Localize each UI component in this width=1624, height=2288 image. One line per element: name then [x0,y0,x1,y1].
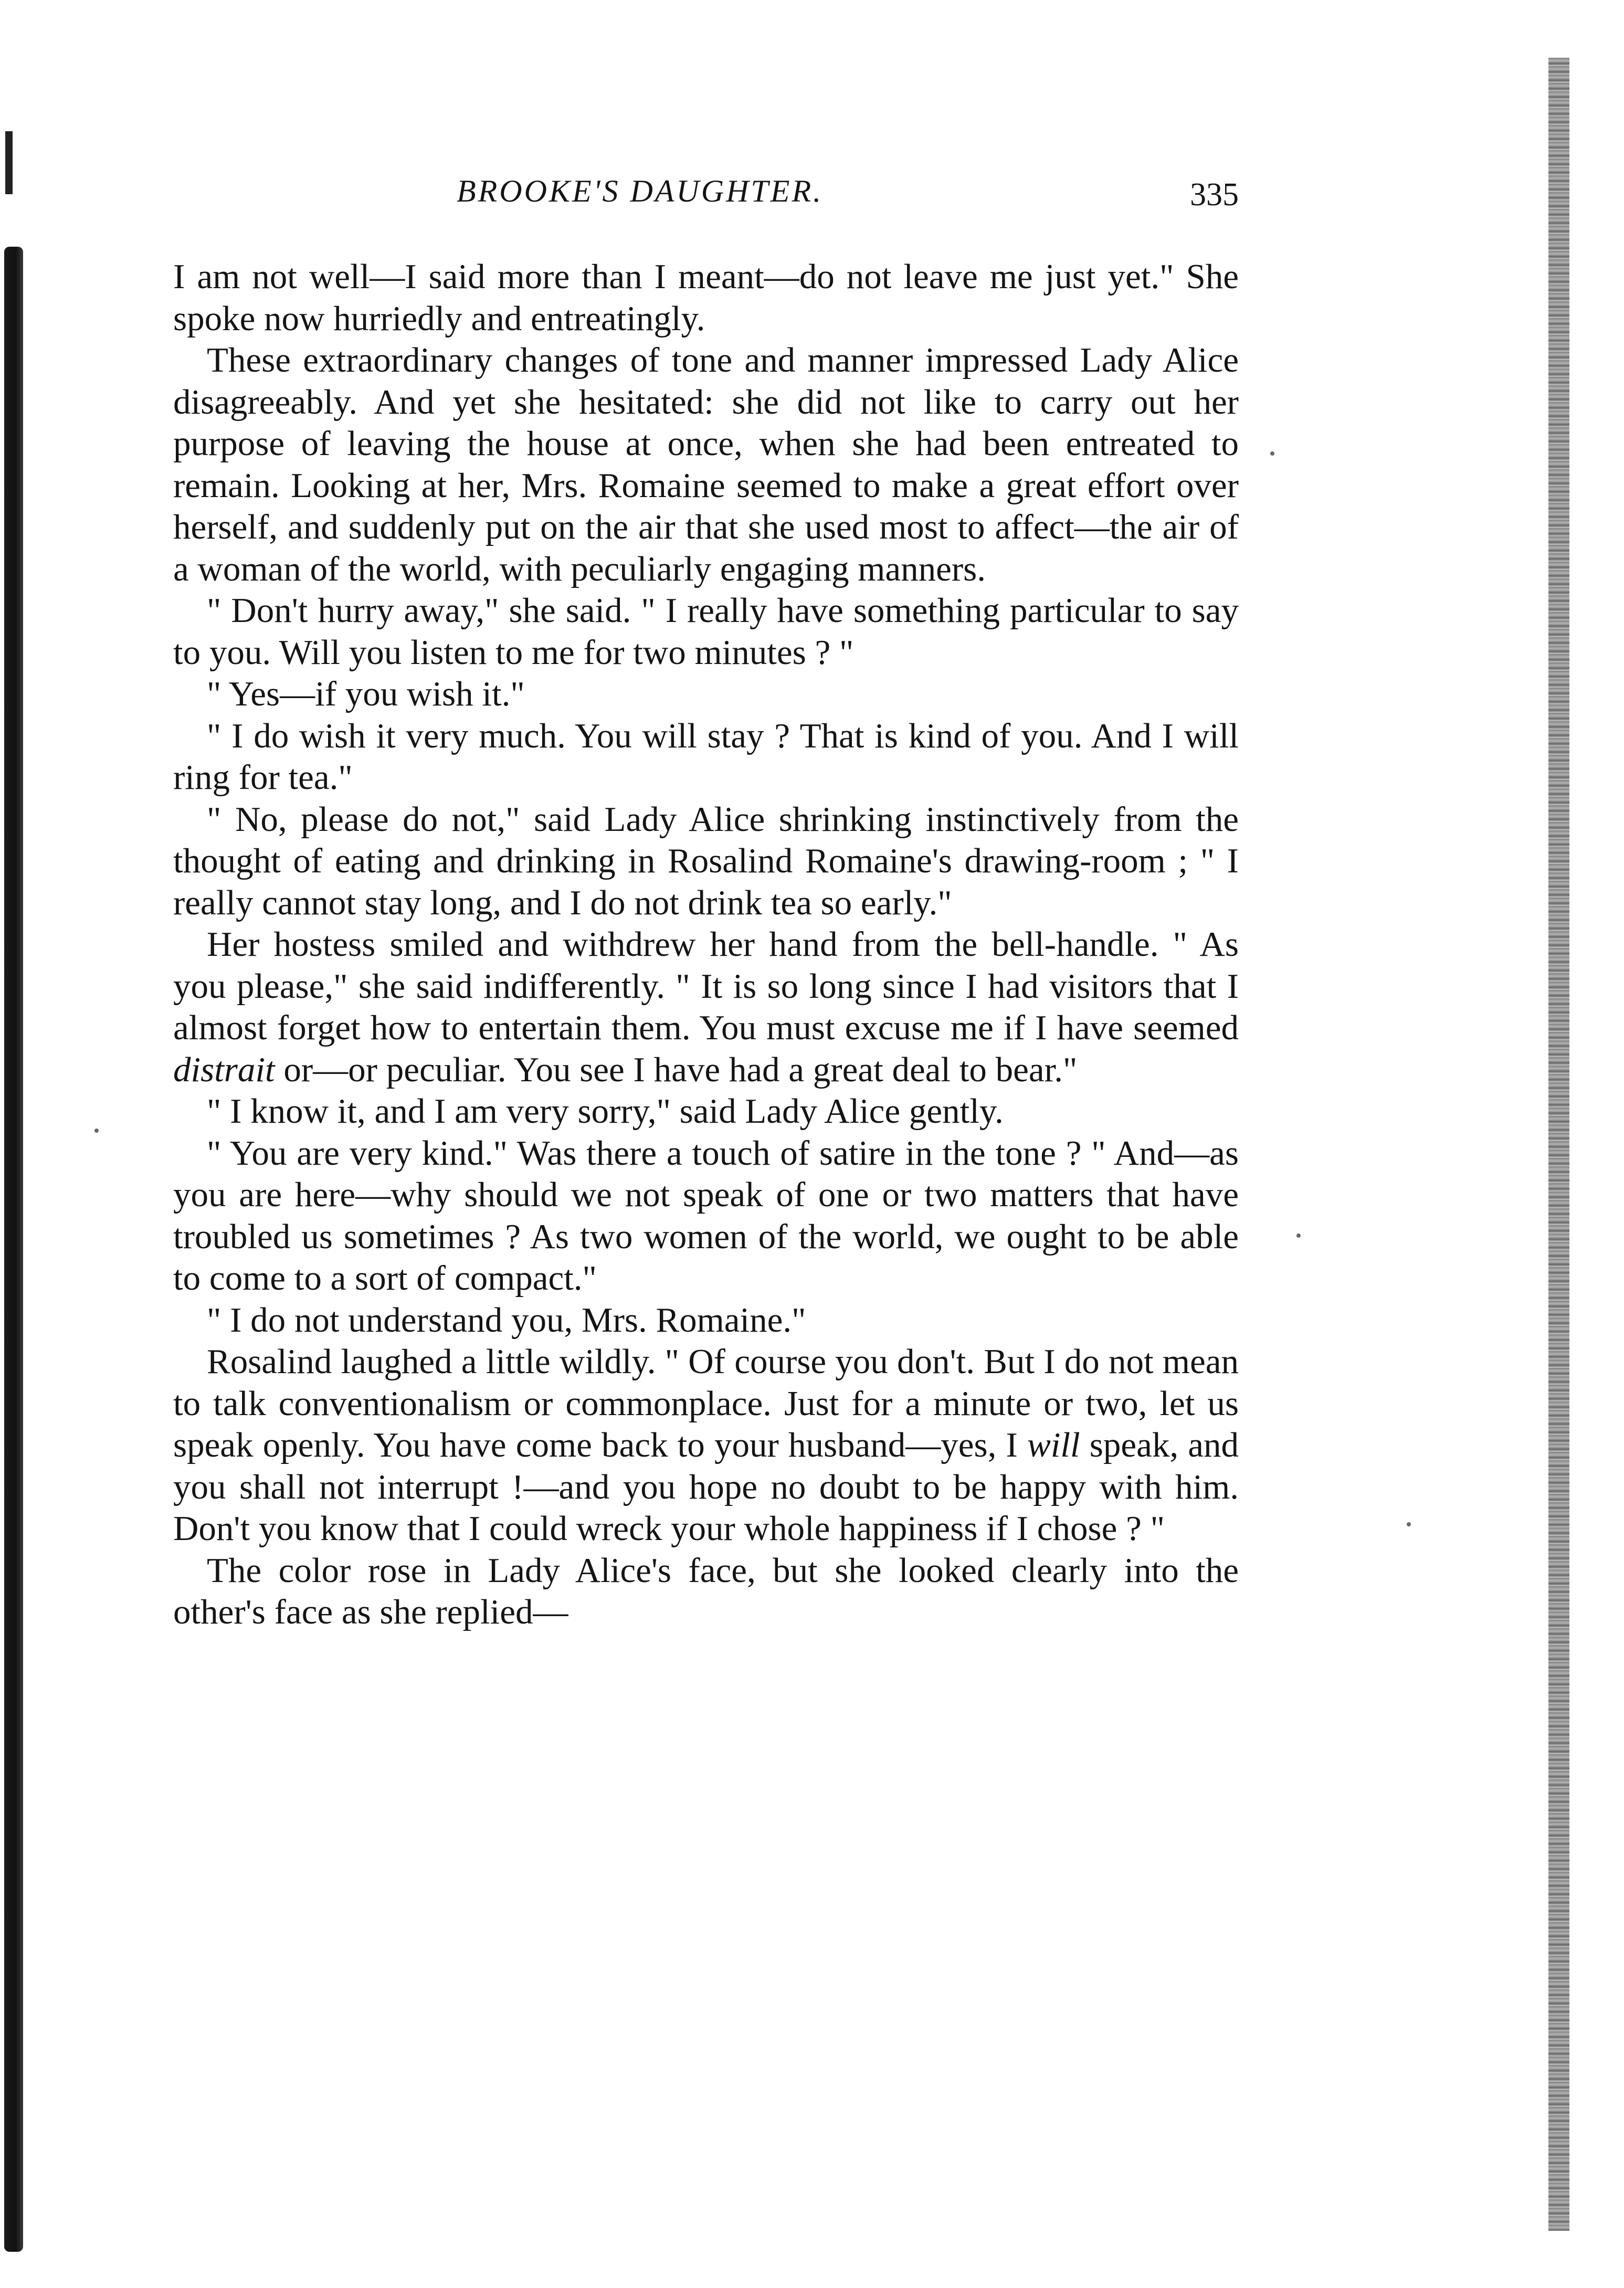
paragraph: " You are very kind." Was there a touch of satire in the tone ? " And—as you are here—why should we not speak of one or two matters that have troubled us sometimes ? As two women of the world, we ought to be able to come to a sort of compact." [173,1133,1239,1298]
paragraph: " I do not understand you, Mrs. Romaine." [207,1300,806,1340]
binding-shadow-left [4,247,23,2252]
paragraph-part: Her hostess smiled and withdrew her hand from the bell-handle. " As you please," she said indifferently. " It is so long since I had visitors that I almost forget how to entertain them. You must excuse me if I have seemed [173,925,1239,1047]
paragraph [173,924,1239,1091]
running-title: BROOKE'S DAUGHTER. [457,174,824,208]
paragraph: " Don't hurry away," she said. " I really have something particular to say to you. Will you listen to me for two minutes ? " [173,591,1239,672]
emphasis-will: will [1027,1426,1080,1464]
paragraph: " I know it, and I am very sorry," said Lady Alice gently. [207,1092,1004,1131]
paragraph-part: or—or peculiar. You see I have had a great deal to bear." [283,1050,1078,1089]
paragraph: The color rose in Lady Alice's face, but she looked clearly into the other's face as she replied— [173,1551,1239,1631]
paragraph-part: Rosalind laughed a little wildly. " Of course you don't. But I do not mean to talk conventionalism or commonplace. Just for a minute or two, let us speak openly. You have come back to your husband—yes, I [173,1342,1239,1464]
paragraph [173,1341,1239,1550]
paragraph: These extraordinary changes of tone and manner impressed Lady Alice disagreeably. And yet she hesitated: she did not like to carry out her purpose of leaving the house at once, when she had been entreated to remain. Looking at her, Mrs. Romaine seemed to make a great effort over herself, and suddenly put on the air that she used most to affect—the air of a woman of the world, with peculiarly engaging manners. [173,341,1239,588]
emphasis-distrait: distrait [173,1050,275,1089]
scan-speck [1270,451,1274,456]
binding-shadow-top [5,131,13,194]
body-text [173,256,1239,1633]
page-edge-right [1548,58,1569,2231]
page-number: 335 [1190,177,1239,213]
scan-speck [1296,1233,1301,1238]
paragraph-part: speak, and you shall not interrupt !—and you hope no doubt to be happy with him. Don't you know that I could wreck your whole happiness if I chose ? " [173,1426,1239,1548]
page-header [173,173,1239,231]
paragraph: I am not well—I said more than I meant—do not leave me just yet." She spoke now hurriedly and entreatingly. [173,257,1239,338]
paragraph: " I do wish it very much. You will stay ? That is kind of you. And I will ring for tea." [173,716,1239,797]
paragraph: " Yes—if you wish it." [207,674,525,713]
scan-speck [94,1129,99,1133]
paragraph: " No, please do not," said Lady Alice shrinking instinctively from the thought of eating and drinking in Rosalind Romaine's drawing-room ; " I really cannot stay long, and I do not drink tea so early." [173,799,1239,922]
scan-speck [1407,1522,1411,1526]
